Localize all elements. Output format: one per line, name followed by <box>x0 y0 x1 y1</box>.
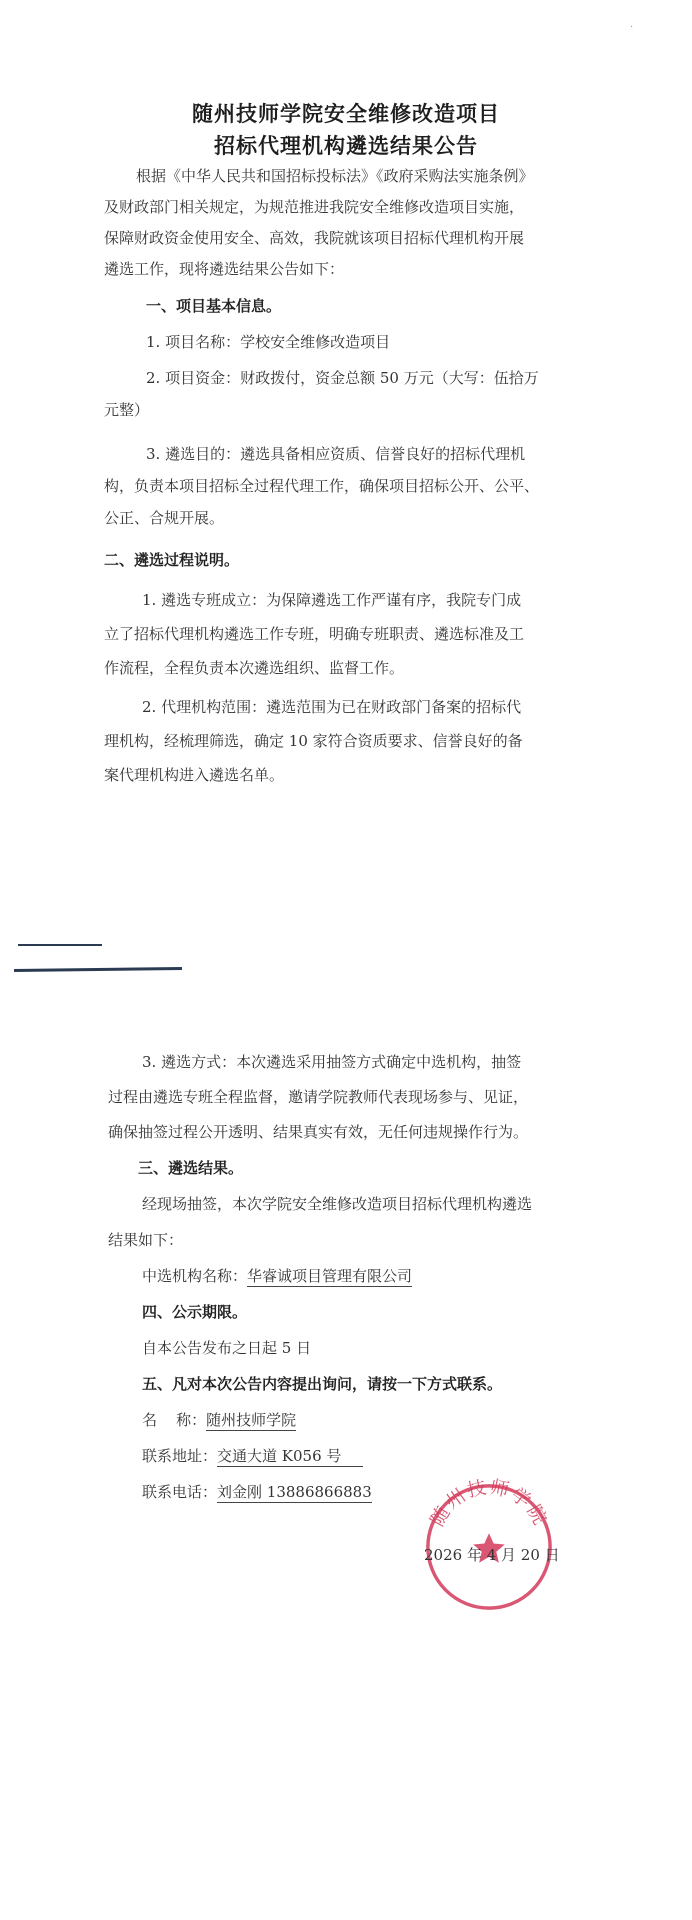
contact-phone-value: 刘金刚 13886866883 <box>217 1483 372 1501</box>
scan-speck: · <box>630 22 634 33</box>
contact-name-label: 名 称： <box>142 1411 207 1429</box>
section2-item3-line2: 过程由遴选专班全程监督，邀请学院教师代表现场参与、见证， <box>108 1088 529 1106</box>
contact-name-row <box>142 1410 642 1430</box>
section5-heading: 五、凡对本次公告内容提出询问，请按一下方式联系。 <box>142 1375 503 1393</box>
contact-phone-row <box>142 1482 642 1502</box>
section1-item3-line3: 公正、合规开展。 <box>104 509 225 527</box>
section3-heading: 三、遴选结果。 <box>138 1159 244 1177</box>
section1-item3-line1: 3. 遴选目的：遴选具备相应资质、信誉良好的招标代理机 <box>146 445 526 463</box>
intro-line-4: 遴选工作，现将遴选结果公告如下： <box>104 260 345 278</box>
seal-text: 随州技师学院 <box>427 1478 551 1531</box>
scan-line-mark-1 <box>18 944 102 946</box>
section1-heading: 一、项目基本信息。 <box>146 297 282 315</box>
winner-label: 中选机构名称： <box>142 1267 248 1285</box>
issue-date: 2026 年 4 月 20 日 <box>424 1546 560 1564</box>
section2-item2-line1: 2. 代理机构范围：遴选范围为已在财政部门备案的招标代 <box>142 698 522 716</box>
document-title-line2: 招标代理机构遴选结果公告 <box>214 134 478 158</box>
winner-value: 华睿诚项目管理有限公司 <box>247 1267 413 1285</box>
section2-item3-line1: 3. 遴选方式：本次遴选采用抽签方式确定中选机构，抽签 <box>142 1053 522 1071</box>
intro-line-1: 根据《中华人民共和国招标投标法》《政府采购法实施条例》 <box>136 167 534 185</box>
section2-item2-line3: 案代理机构进入遴选名单。 <box>104 766 285 784</box>
section1-item3-line2: 构，负责本项目招标全过程代理工作，确保项目招标公开、公平、 <box>104 477 540 495</box>
contact-address-label: 联系地址： <box>142 1447 218 1465</box>
contact-address-value: 交通大道 K056 号 <box>217 1447 363 1467</box>
section3-text-line2: 结果如下： <box>108 1231 184 1249</box>
scan-line-mark-2 <box>14 967 182 972</box>
section4-text: 自本公告发布之日起 5 日 <box>142 1339 312 1357</box>
section2-item1-line2: 立了招标代理机构遴选工作专班，明确专班职责、遴选标准及工 <box>104 625 525 643</box>
document-title-line1: 随州技师学院安全维修改造项目 <box>192 102 500 126</box>
section2-item1-line1: 1. 遴选专班成立：为保障遴选工作严谨有序，我院专门成 <box>142 591 522 609</box>
section1-item2-line2: 元整） <box>104 401 150 419</box>
section3-text-line1: 经现场抽签，本次学院安全维修改造项目招标代理机构遴选 <box>142 1195 533 1213</box>
winner-row <box>142 1266 642 1286</box>
section2-heading: 二、遴选过程说明。 <box>104 551 240 569</box>
section2-item3-line3: 确保抽签过程公开透明、结果真实有效，无任何违规操作行为。 <box>108 1123 529 1141</box>
section2-item2-line2: 理机构，经梳理筛选，确定 10 家符合资质要求、信誉良好的备 <box>104 732 523 750</box>
section1-item2-line1: 2. 项目资金：财政拨付，资金总额 50 万元（大写：伍拾万 <box>146 369 539 387</box>
contact-address-row <box>142 1446 642 1466</box>
contact-name-value: 随州技师学院 <box>206 1411 297 1429</box>
section4-heading: 四、公示期限。 <box>142 1303 248 1321</box>
section1-item1: 1. 项目名称：学校安全维修改造项目 <box>146 333 391 351</box>
contact-phone-label: 联系电话： <box>142 1483 218 1501</box>
section2-item1-line3: 作流程，全程负责本次遴选组织、监督工作。 <box>104 659 405 677</box>
intro-line-2: 及财政部门相关规定，为规范推进我院安全维修改造项目实施， <box>104 198 525 216</box>
intro-line-3: 保障财政资金使用安全、高效，我院就该项目招标代理机构开展 <box>104 229 525 247</box>
